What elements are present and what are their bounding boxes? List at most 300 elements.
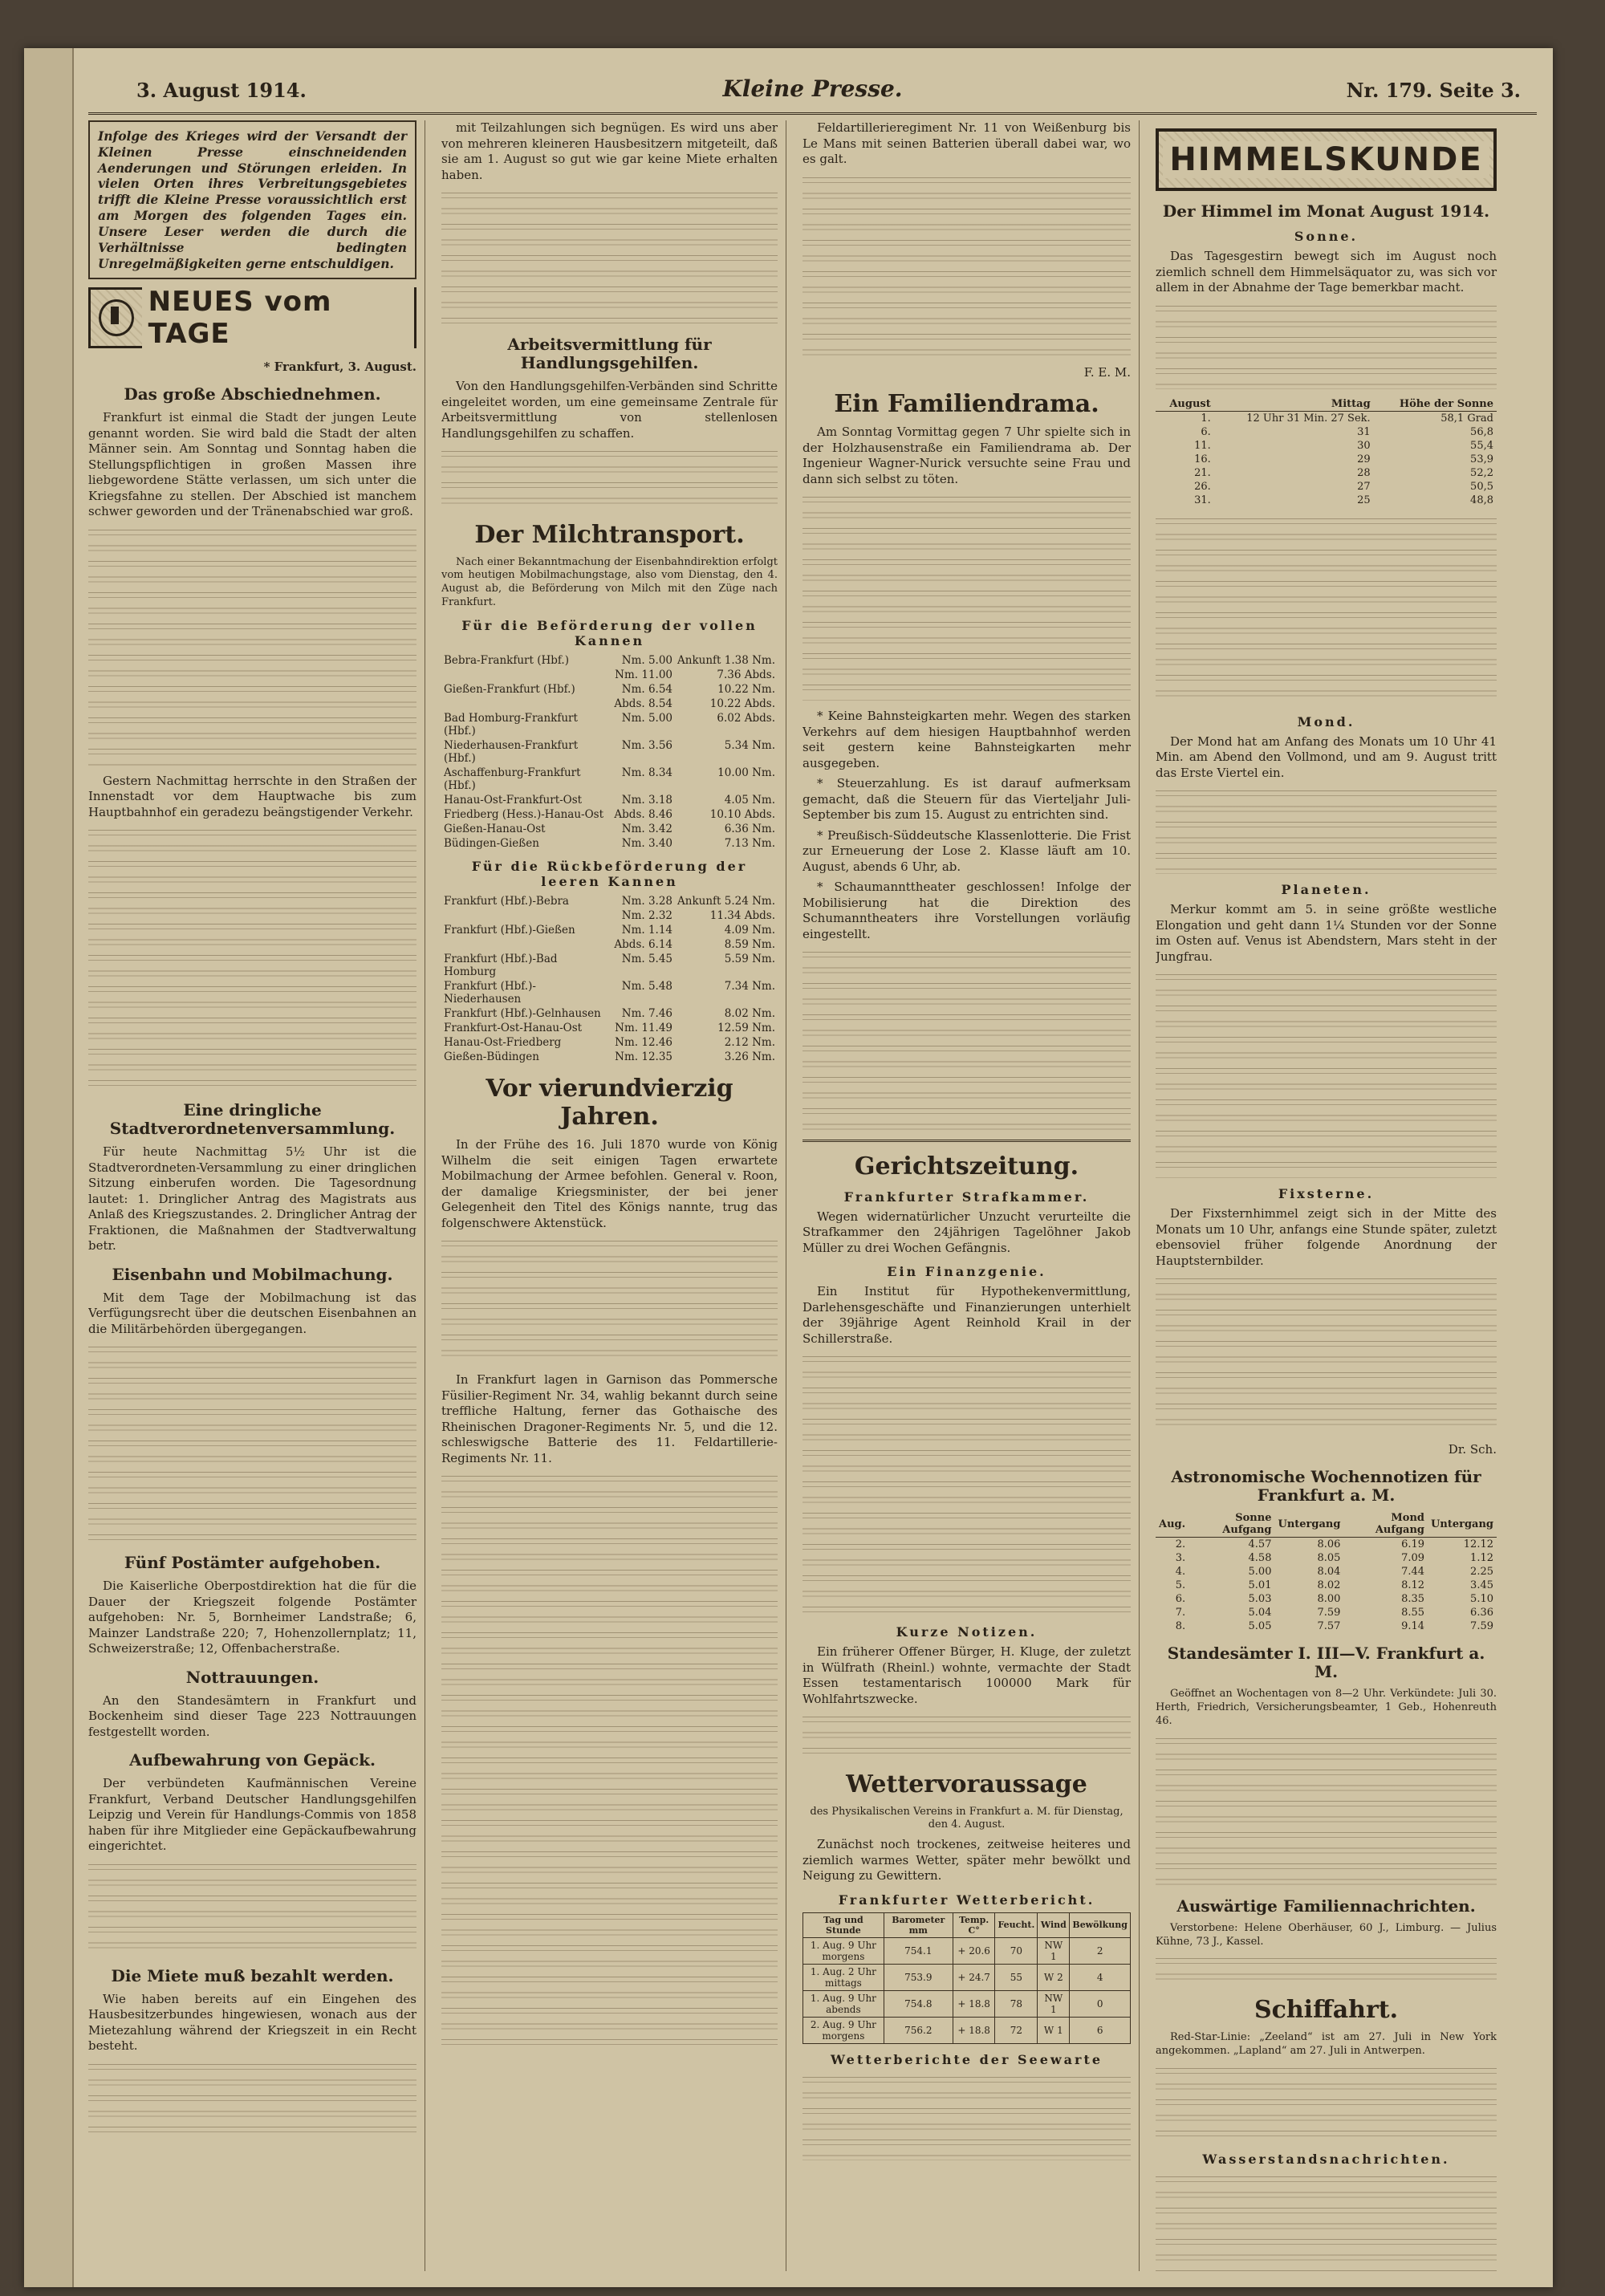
schedule-row-cell: 5.59 Nm. <box>724 953 775 966</box>
sun-row-cell: 56,8 <box>1470 425 1493 438</box>
subhead-sonne: Sonne. <box>1294 229 1359 244</box>
schedule-row <box>441 836 778 851</box>
schedule-row-cell: 2.12 Nm. <box>724 1036 775 1050</box>
schedule-row-cell: Nm. 12.35 <box>615 1050 673 1064</box>
sun-row-cell: 29 <box>1357 453 1371 465</box>
text-block <box>802 1351 1131 1616</box>
schedule-row-cell: 10.22 Nm. <box>717 683 775 697</box>
weather-row <box>803 1990 1131 2017</box>
weather-row-cell: W 1 <box>1038 2017 1070 2043</box>
article-text: Gestern Nachmittag herrschte in den Straßen der Innenstadt vor dem Hauptwache bis zum Hauptbahnhof ein geradezu beängstigender Verkehr. <box>88 773 416 819</box>
headline-nottrauungen: Nottrauungen. <box>185 1667 319 1687</box>
week-row-cell: 8.00 <box>1317 1593 1341 1605</box>
section-divider <box>802 1140 1131 1142</box>
sun-row <box>1156 466 1497 480</box>
week-column-header: Untergang <box>1274 1511 1343 1538</box>
schedule-row-cell: 10.10 Abds. <box>709 808 775 822</box>
headline-himmel: Der Himmel im Monat August 1914. <box>1162 201 1490 221</box>
week-column-header: Aug. <box>1156 1511 1189 1538</box>
weather-row <box>803 1964 1131 1990</box>
sun-row-cell: 12 Uhr 31 Min. 27 Sek. <box>1246 412 1371 425</box>
week-row-cell: 5. <box>1175 1579 1186 1591</box>
headline-astronomische-notizen: Astronomische Wochennotizen für Frankfurt a. M. <box>1171 1467 1481 1505</box>
weather-row-cell: + 24.7 <box>953 1964 995 1990</box>
schedule-row <box>441 937 778 952</box>
article-text: Für heute Nachmittag 5½ Uhr ist die Stadtverordneten-Versammlung zu einer dringlichen Sitzung einberufen worden. Die Tagesordnung lautet: 1. Dringlicher Antrag des Magistrats aus Anlaß des Kriegszustandes. 2. Dringlicher Antrag der Fraktionen, die Maßnahmen der Stadtverwaltung betr. <box>88 1144 416 1254</box>
article-text: Ein Institut für Hypothekenvermittlung, Darlehensgeschäfte und Finanzierungen unterhielt der 39jährige Agent Reinhold Krail in der Schillerstraße. <box>802 1284 1131 1346</box>
text-block <box>1156 969 1497 1178</box>
headline-eisenbahn: Eisenbahn und Mobilmachung. <box>112 1264 393 1284</box>
schedule-row-cell: Frankfurt (Hbf.)-Niederhausen <box>444 980 536 1006</box>
author-signature: F. E. M. <box>1083 364 1131 380</box>
weather-column-header: Barometer mm <box>884 1912 953 1937</box>
week-row-cell: 8.04 <box>1317 1566 1341 1578</box>
schedule-row-cell: Büdingen-Gießen <box>444 837 539 851</box>
text-block <box>1156 514 1497 706</box>
subhead-wasserstand: Wasserstandsnachrichten. <box>1202 2151 1450 2167</box>
week-column-header: Sonne Aufgang <box>1189 1511 1274 1538</box>
week-row-cell: 12.12 <box>1463 1538 1493 1550</box>
week-row-cell: 7.44 <box>1401 1566 1425 1578</box>
schedule-row-cell: Frankfurt (Hbf.)-Gießen <box>444 924 575 937</box>
weather-row-cell: 754.1 <box>884 1937 953 1964</box>
sun-row-cell: 16. <box>1194 453 1211 465</box>
article-text: Nach einer Bekanntmachung der Eisenbahndirektion erfolgt vom heutigen Mobilmachungstage, also vom Dienstag, den 4. August ab, die Beförderung von Milch mit den Züge nach Frankfurt. <box>441 555 778 609</box>
schedule-row-cell: Nm. 3.18 <box>621 794 673 807</box>
weather-row-cell: 6 <box>1070 2017 1131 2043</box>
columns <box>88 120 1537 2271</box>
sun-row <box>1156 453 1497 466</box>
weather-row-cell: 72 <box>995 2017 1038 2043</box>
text-block <box>802 947 1131 1132</box>
schedule-row-cell: Niederhausen-Frankfurt (Hbf.) <box>444 739 579 766</box>
week-row-cell: 6. <box>1175 1593 1186 1605</box>
schedule-row-cell: Nm. 11.00 <box>615 668 673 682</box>
weather-row-cell: W 2 <box>1038 1964 1070 1990</box>
newspaper-page <box>24 48 1553 2287</box>
article-text: Merkur kommt am 5. in seine größte westliche Elongation und geht dann 1¼ Stunden vor der Sonne im Osten auf. Venus ist Abendstern, Mars steht in der Jungfrau. <box>1156 902 1497 964</box>
subhead-wetterbericht: Frankfurter Wetterbericht. <box>838 1892 1095 1908</box>
week-row-cell: 8.02 <box>1317 1579 1341 1591</box>
week-row-cell: 2. <box>1175 1538 1186 1550</box>
weather-row-cell: 55 <box>995 1964 1038 1990</box>
sun-row-cell: 31. <box>1194 494 1211 506</box>
headline-milchtransport: Der Milchtransport. <box>474 521 745 549</box>
text-block <box>441 1471 778 2049</box>
schedule-row <box>441 668 778 682</box>
schedule-row <box>441 697 778 711</box>
week-row-cell: 5.04 <box>1248 1607 1272 1619</box>
schedule-row-cell: 6.36 Nm. <box>724 823 775 836</box>
schedule-row-cell: Bebra-Frankfurt (Hbf.) <box>444 654 569 668</box>
schedule-row-cell: Nm. 11.49 <box>615 1022 673 1035</box>
schedule-row <box>441 1035 778 1050</box>
sun-row-cell: 31 <box>1357 425 1371 438</box>
week-row <box>1156 1565 1497 1579</box>
sun-row-cell: 53,9 <box>1470 453 1493 465</box>
week-row <box>1156 1579 1497 1592</box>
schedule-row-cell: Gießen-Frankfurt (Hbf.) <box>444 683 575 697</box>
weather-row-cell: NW 1 <box>1038 1990 1070 2017</box>
week-row-cell: 7.57 <box>1317 1620 1341 1632</box>
weather-column-header: Bewölkung <box>1070 1912 1131 1937</box>
sun-row-cell: 26. <box>1194 480 1211 493</box>
schedule-row <box>441 952 778 979</box>
schedule-row <box>441 738 778 766</box>
week-row <box>1156 1619 1497 1633</box>
headline-gerichtszeitung: Gerichtszeitung. <box>854 1152 1079 1181</box>
week-row-cell: 7. <box>1175 1607 1186 1619</box>
sun-row-cell: 30 <box>1357 439 1371 452</box>
schedule-row-cell: Abds. 6.14 <box>614 938 673 952</box>
column-2 <box>441 120 786 2271</box>
week-row-cell: 8.55 <box>1401 1607 1425 1619</box>
weather-row-cell: 0 <box>1070 1990 1131 2017</box>
article-text: * Preußisch-Süddeutsche Klassenlotterie. Die Frist zur Erneuerung der Lose 2. Klasse läuft am 10. August, abends 6 Uhr, ab. <box>802 827 1131 874</box>
milk-schedule-empty <box>441 894 778 1064</box>
weekly-astro-table <box>1156 1511 1497 1633</box>
article-text: * Steuerzahlung. Es ist darauf aufmerksam gemacht, daß die Steuern für das Vierteljahr Juli-September bis zum 15. August zu entrichten sind. <box>802 776 1131 822</box>
weather-row-cell: + 18.8 <box>953 2017 995 2043</box>
text-block <box>1156 1953 1497 1985</box>
schedule-row <box>441 1006 778 1021</box>
sun-row-cell: 21. <box>1194 466 1211 479</box>
schedule-row-cell: Frankfurt-Ost-Hanau-Ost <box>444 1022 583 1035</box>
text-block <box>88 1859 416 1956</box>
headline-vierundvierzig: Vor vierundvierzig Jahren. <box>486 1075 733 1131</box>
week-row-cell: 8.06 <box>1317 1538 1341 1550</box>
schedule-row-cell: Nm. 5.48 <box>621 980 673 994</box>
column-3 <box>802 120 1140 2271</box>
week-row-cell: 5.05 <box>1248 1620 1272 1632</box>
week-row-cell: 6.36 <box>1470 1607 1493 1619</box>
week-row <box>1156 1592 1497 1606</box>
article-text: In Frankfurt lagen in Garnison das Pommersche Füsilier-Regiment Nr. 34, wahlig bekannt durch seine treffliche Haltung, ferner das Gothaische des Rheinischen Dragoner-Regiments Nr. 5, und die 12. schleswigsche Batterie des 11. Feldartillerie-Regiments Nr. 11. <box>441 1372 778 1465</box>
banner-text: HIMMELSKUNDE <box>1163 141 1489 178</box>
schedule-row-cell: 8.02 Nm. <box>724 1007 775 1021</box>
text-block <box>1156 301 1497 389</box>
schedule-row <box>441 766 778 793</box>
article-text: Die Kaiserliche Oberpostdirektion hat die für die Dauer der Kriegszeit folgende Postämter aufgehoben: Nr. 5, Bornheimer Landstraße; 6, Mainzer Landstraße 220; 7, Hohenzollernplatz; 11, Schweizerstraße; 12, Offenbacherstraße. <box>88 1579 416 1656</box>
sun-row-cell: 52,2 <box>1470 466 1493 479</box>
schedule-row-cell: Nm. 5.00 <box>621 712 673 725</box>
text-block <box>88 2059 416 2140</box>
city-emblem-icon <box>99 299 134 336</box>
weather-table <box>802 1912 1131 2044</box>
headline-abschied: Das große Abschiednehmen. <box>124 384 381 404</box>
schedule-row-cell: Gießen-Büdingen <box>444 1050 539 1064</box>
schedule-row <box>441 894 778 908</box>
headline-gepaeck: Aufbewahrung von Gepäck. <box>129 1750 376 1770</box>
week-row-cell: 2.25 <box>1470 1566 1493 1578</box>
subhead-finanzgenie: Ein Finanzgenie. <box>887 1264 1046 1279</box>
schedule-row-cell: Nm. 5.00 <box>621 654 673 668</box>
text-block <box>88 1342 416 1542</box>
week-row-cell: 3.45 <box>1470 1579 1493 1591</box>
week-row-cell: 3. <box>1175 1552 1186 1564</box>
schedule-row-cell: Abds. 8.46 <box>614 808 673 822</box>
schedule-row-cell <box>441 908 612 923</box>
sun-row-cell: 50,5 <box>1470 480 1493 493</box>
sun-table <box>1156 397 1497 507</box>
week-column-header: Mond Aufgang <box>1343 1511 1428 1538</box>
weather-row-cell: 754.8 <box>884 1990 953 2017</box>
week-row-cell: 1.12 <box>1470 1552 1493 1564</box>
sun-row <box>1156 439 1497 453</box>
schedule-row-cell: Hanau-Ost-Frankfurt-Ost <box>444 794 583 807</box>
article-text: Das Tagesgestirn bewegt sich im August noch ziemlich schnell dem Himmelsäquator zu, was sich vor allem in der Abnahme der Tage bemerkbar macht. <box>1156 249 1497 295</box>
schedule-row-cell: Nm. 8.34 <box>621 766 673 780</box>
schedule-row <box>441 793 778 807</box>
text-block <box>1156 2063 1497 2144</box>
schedule-row-cell: Nm. 7.46 <box>621 1007 673 1021</box>
headline-postaemter: Fünf Postämter aufgehoben. <box>124 1553 381 1573</box>
subhead-mond: Mond. <box>1297 713 1355 729</box>
schedule-row-cell: Nm. 3.28 <box>621 895 673 908</box>
text-block <box>1156 1733 1497 1886</box>
article-text: mit Teilzahlungen sich begnügen. Es wird uns aber von mehreren kleineren Hausbesitzern mitgeteilt, daß sie am 1. August so gut wie gar keine Miete erhalten haben. <box>441 120 778 182</box>
week-row <box>1156 1551 1497 1565</box>
week-row-cell: 7.59 <box>1470 1620 1493 1632</box>
article-text: Mit dem Tage der Mobilmachung ist das Verfügungsrecht über die deutschen Eisenbahnen an die Militärbehörden übergegangen. <box>88 1290 416 1336</box>
headline-wettervoraussage: Wettervoraussage <box>846 1770 1087 1798</box>
text-block <box>1156 1274 1497 1434</box>
schedule-row <box>441 908 778 923</box>
week-row-cell: 4. <box>1175 1566 1186 1578</box>
article-text: Frankfurt ist einmal die Stadt der jungen Leute genannt worden. Sie wird bald die Stadt der alten Männer sein. Am Sonntag und Sonntag haben die Stellungspflichtigen in großen Massen ihre liebgewordene Stätte verlassen, um sich unter die Kriegsfahne zu stellen. Der Abschied ist manchem schwer geworden und der Tränenabschied war groß. <box>88 410 416 519</box>
week-row-cell: 8.35 <box>1401 1593 1425 1605</box>
subhead-kurze-notizen: Kurze Notizen. <box>896 1624 1038 1640</box>
headline-arbeitsvermittlung: Arbeitsvermittlung für Handlungsgehilfen. <box>507 335 712 372</box>
schedule-row <box>441 711 778 738</box>
article-text: Von den Handlungsgehilfen-Verbänden sind Schritte eingeleitet worden, um eine gemeinsame Zentrale für Arbeitsvermittlung von stellenlosen Handlungsgehilfen zu schaffen. <box>441 379 778 441</box>
sun-row-cell: 6. <box>1201 425 1211 438</box>
milk-schedule-full <box>441 653 778 851</box>
schedule-row-cell: Gießen-Hanau-Ost <box>444 823 546 836</box>
weather-row <box>803 1937 1131 1964</box>
text-block <box>88 825 416 1090</box>
week-row-cell: 7.09 <box>1401 1552 1425 1564</box>
author-signature: Dr. Sch. <box>1448 1442 1497 1457</box>
article-text: Am Sonntag Vormittag gegen 7 Uhr spielte sich in der Holzhausenstraße ein Familiendrama ab. Der Ingenieur Wagner-Nurick versuchte seine Frau und dann sich selbst zu töten. <box>802 425 1131 486</box>
article-text: Zunächst noch trockenes, zeitweise heiteres und ziemlich warmes Wetter, später mehr bewölkt und Neigung zu Gewittern. <box>802 1837 1131 1884</box>
schedule-row-cell: 7.13 Nm. <box>724 837 775 851</box>
article-text: Wie haben bereits auf ein Eingehen des Hausbesitzerbundes hingewiesen, wonach aus der Mietezahlung während der Kriegszeit in ein Recht besteht. <box>88 1991 416 2054</box>
schedule-row-cell: 5.34 Nm. <box>724 739 775 753</box>
schedule-row-cell: 10.00 Nm. <box>717 766 775 780</box>
schedule-row-cell: Ankunft 5.24 Nm. <box>677 895 775 908</box>
text-block <box>441 1236 778 1364</box>
schedule-row-cell: Nm. 12.46 <box>615 1036 673 1050</box>
weather-subtitle: des Physikalischen Vereins in Frankfurt a. M. für Dienstag, den 4. August. <box>810 1805 1124 1831</box>
weather-row-cell: 2. Aug. 9 Uhr morgens <box>803 2017 884 2043</box>
dateline: * Frankfurt, 3. August. <box>263 360 416 375</box>
schedule-row-cell: 4.09 Nm. <box>724 924 775 937</box>
text-block <box>802 173 1131 357</box>
week-row-cell: 5.00 <box>1248 1566 1272 1578</box>
schedule-row <box>441 682 778 697</box>
schedule-row <box>441 653 778 668</box>
sun-row <box>1156 494 1497 507</box>
weather-row-cell: 70 <box>995 1937 1038 1964</box>
text-block <box>802 1712 1131 1760</box>
article-text: Der verbündeten Kaufmännischen Vereine Frankfurt, Verband Deutscher Handlungsgehilfen Leipzig und Verein für Handlungs-Commis von 1858 haben für ihre Mitglieder eine Gepäckaufbewahrung eingerichtet. <box>88 1776 416 1854</box>
weather-row-cell: 1. Aug. 9 Uhr abends <box>803 1990 884 2017</box>
week-row <box>1156 1538 1497 1552</box>
weather-column-header: Temp. C° <box>953 1912 995 1937</box>
neues-vom-tage-banner <box>88 286 416 351</box>
schedule-row-cell: Nm. 2.32 <box>621 909 673 923</box>
schedule-row-cell <box>441 668 612 682</box>
column-1 <box>88 120 425 2271</box>
sun-row-cell: 11. <box>1194 439 1211 452</box>
weather-row-cell: NW 1 <box>1038 1937 1070 1964</box>
subhead-fixsterne: Fixsterne. <box>1278 1186 1375 1201</box>
article-text: Wegen widernatürlicher Unzucht verurteilte die Strafkammer den 24jährigen Tagelöhner Jakob Müller zu drei Wochen Gefängnis. <box>802 1209 1131 1255</box>
weather-column-header: Feucht. <box>995 1912 1038 1937</box>
header-issue-number: Nr. 179. Seite 3. <box>1346 79 1521 102</box>
headline-standesaemter: Standesämter I. III—V. Frankfurt a. M. <box>1167 1644 1485 1681</box>
schedule-row-cell: Nm. 3.56 <box>621 739 673 753</box>
weather-column-header: Wind <box>1038 1912 1070 1937</box>
weather-row-cell: 78 <box>995 1990 1038 2017</box>
sun-row <box>1156 480 1497 494</box>
sun-row <box>1156 411 1497 425</box>
headline-miete: Die Miete muß bezahlt werden. <box>111 1965 394 1985</box>
schedule-row-cell: Nm. 3.42 <box>621 823 673 836</box>
text-block <box>88 525 416 766</box>
weather-row <box>803 2017 1131 2043</box>
article-text: Feldartillerieregiment Nr. 11 von Weißenburg bis Le Mans mit seinen Batterien überall dabei war, wo es galt. <box>802 120 1131 166</box>
week-row-cell: 8.05 <box>1317 1552 1341 1564</box>
schedule-heading-full: Für die Beförderung der vollen Kannen <box>461 618 758 649</box>
week-column-header: Untergang <box>1428 1511 1497 1538</box>
text-block <box>441 188 778 324</box>
sun-column-header: August <box>1156 397 1214 412</box>
sun-row-cell: 55,4 <box>1470 439 1493 452</box>
week-row-cell: 5.03 <box>1248 1593 1272 1605</box>
schedule-row <box>441 1050 778 1064</box>
week-row-cell: 9.14 <box>1401 1620 1425 1632</box>
headline-stadtverordneten: Eine dringliche Stadtverordnetenversammlung. <box>109 1100 396 1139</box>
article-text: Ein früherer Offener Bürger, H. Kluge, der zuletzt in Wülfrath (Rheinl.) wohnte, vermachte der Stadt Essen testamentarisch 100000 Mark für Wohlfahrtszwecke. <box>802 1644 1131 1706</box>
week-row-cell: 8. <box>1175 1620 1186 1632</box>
schedule-row <box>441 923 778 937</box>
article-text: An den Standesämtern in Frankfurt und Bockenheim sind dieser Tage 223 Nottrauungen festgestellt worden. <box>88 1693 416 1739</box>
delivery-notice: Infolge des Krieges wird der Versandt der Kleinen Presse einschneidenden Aenderungen und Störungen erleiden. In vielen Orten ihres Verbreitungsgebietes trifft die Kleine Presse voraussichtlich erst am Morgen des folgenden Tages ein. Unsere Leser werden die durch die Verhältnisse bedingten Unregelmäßigkeiten gerne entschuldigen. <box>88 120 416 279</box>
week-row-cell: 6.19 <box>1401 1538 1425 1550</box>
sun-row-cell: 25 <box>1357 494 1371 506</box>
schedule-row-cell: Aschaffenburg-Frankfurt (Hbf.) <box>444 766 581 793</box>
schedule-row-cell: 3.26 Nm. <box>724 1050 775 1064</box>
sun-column-header: Mittag <box>1214 397 1374 412</box>
weather-row-cell: + 20.6 <box>953 1937 995 1964</box>
weather-column-header: Tag und Stunde <box>803 1912 884 1937</box>
schedule-row-cell: 4.05 Nm. <box>724 794 775 807</box>
week-row-cell: 7.59 <box>1317 1607 1341 1619</box>
article-text: Geöffnet an Wochentagen von 8—2 Uhr. Verkündete: Juli 30. Herth, Friedrich, Versicherungsbeamter, 1 Geb., Hohenreuth 46. <box>1156 1688 1497 1727</box>
sun-column-header: Höhe der Sonne <box>1374 397 1497 412</box>
text-block <box>1156 786 1497 874</box>
sun-row <box>1156 425 1497 439</box>
headline-familiendrama: Ein Familiendrama. <box>834 389 1099 418</box>
week-row-cell: 8.12 <box>1401 1579 1425 1591</box>
article-text: * Keine Bahnsteigkarten mehr. Wegen des starken Verkehrs auf dem hiesigen Hauptbahnhof werden seit gestern keine Bahnsteigkarten mehr ausgegeben. <box>802 709 1131 770</box>
schedule-row-cell: Nm. 5.45 <box>621 953 673 966</box>
week-row-cell: 4.58 <box>1248 1552 1272 1564</box>
schedule-row-cell: Bad Homburg-Frankfurt (Hbf.) <box>444 712 578 738</box>
text-block <box>802 492 1131 701</box>
weather-row-cell: 1. Aug. 2 Uhr mittags <box>803 1964 884 1990</box>
schedule-row-cell: Nm. 3.40 <box>621 837 673 851</box>
weather-row-cell: 4 <box>1070 1964 1131 1990</box>
schedule-row-cell: 7.34 Nm. <box>724 980 775 994</box>
subhead-strafkammer: Frankfurter Strafkammer. <box>843 1189 1090 1205</box>
schedule-row-cell: 12.59 Nm. <box>717 1022 775 1035</box>
previous-page-edge <box>24 48 74 2287</box>
schedule-row <box>441 979 778 1006</box>
weather-row-cell: + 18.8 <box>953 1990 995 2017</box>
schedule-row-cell: Frankfurt (Hbf.)-Bebra <box>444 895 569 908</box>
article-text: In der Frühe des 16. Juli 1870 wurde von König Wilhelm die seit einigen Tagen erwartete Mobilmachung der Armee befohlen. General v. Roon, der damalige Kriegsminister, der bei jener Gelegenheit den Titel des Königs nannte, trug das folgenschwere Aktenstück. <box>441 1137 778 1230</box>
article-text: Red-Star-Linie: „Zeeland“ ist am 27. Juli in New York angekommen. „Lapland“ am 27. Juli in Antwerpen. <box>1156 2030 1497 2057</box>
weather-row-cell: 756.2 <box>884 2017 953 2043</box>
schedule-row-cell: Nm. 1.14 <box>621 924 673 937</box>
article-text: * Schaumannttheater geschlossen! Infolge der Mobilisierung hat die Direktion des Schumanntheaters ihre Vorstellungen vorläufig eingestellt. <box>802 880 1131 941</box>
header-date: 3. August 1914. <box>136 79 307 102</box>
schedule-row-cell: 8.59 Nm. <box>724 938 775 952</box>
weather-row-cell: 1. Aug. 9 Uhr morgens <box>803 1937 884 1964</box>
headline-familiennachrichten: Auswärtige Familiennachrichten. <box>1176 1896 1476 1916</box>
schedule-row-cell: 10.22 Abds. <box>709 697 775 711</box>
headline-schiffahrt: Schiffahrt. <box>1254 1996 1399 2025</box>
sun-row-cell: 58,1 Grad <box>1440 412 1493 425</box>
schedule-row-cell <box>441 937 612 952</box>
article-text: Der Mond hat am Anfang des Monats um 10 Uhr 41 Min. am Abend den Vollmond, und am 9. August tritt das Erste Viertel ein. <box>1156 734 1497 780</box>
article-text: Der Fixsternhimmel zeigt sich in der Mitte des Monats um 10 Uhr, anfangs eine Stunde später, zuletzt ebensoviel früher folgende Anordnung der Hauptsternbilder. <box>1156 1206 1497 1268</box>
schedule-row-cell: 11.34 Abds. <box>709 909 775 923</box>
column-4 <box>1156 120 1505 2271</box>
week-row-cell: 5.10 <box>1470 1593 1493 1605</box>
schedule-row-cell: Friedberg (Hess.)-Hanau-Ost <box>444 808 604 822</box>
sun-row-cell: 48,8 <box>1470 494 1493 506</box>
text-block <box>1156 2172 1497 2271</box>
article-text: Verstorbene: Helene Oberhäuser, 60 J., Limburg. — Julius Kühne, 73 J., Kassel. <box>1156 1921 1497 1948</box>
schedule-heading-empty: Für die Rückbeförderung der leeren Kannen <box>471 859 748 890</box>
schedule-row-cell: 7.36 Abds. <box>717 668 775 682</box>
banner-text: NEUES vom TAGE <box>142 286 414 350</box>
schedule-row-cell: Frankfurt (Hbf.)-Bad Homburg <box>444 953 558 979</box>
week-row <box>1156 1606 1497 1619</box>
subhead-seewarte: Wetterberichte der Seewarte <box>830 2051 1103 2067</box>
schedule-row <box>441 807 778 822</box>
sun-row-cell: 28 <box>1357 466 1371 479</box>
weather-row-cell: 2 <box>1070 1937 1131 1964</box>
text-block <box>802 2072 1131 2160</box>
schedule-row-cell: Hanau-Ost-Friedberg <box>444 1036 562 1050</box>
subhead-planeten: Planeten. <box>1281 882 1371 897</box>
schedule-row-cell <box>441 697 612 711</box>
header-paper-title: Kleine Presse. <box>722 75 903 102</box>
text-block <box>441 446 778 510</box>
sun-row-cell: 1. <box>1201 412 1211 425</box>
schedule-row-cell: Ankunft 1.38 Nm. <box>677 654 775 668</box>
schedule-row-cell: Abds. 8.54 <box>614 697 673 711</box>
schedule-row <box>441 1021 778 1035</box>
week-row-cell: 4.57 <box>1248 1538 1272 1550</box>
schedule-row <box>441 822 778 836</box>
schedule-row-cell: Nm. 6.54 <box>621 683 673 697</box>
